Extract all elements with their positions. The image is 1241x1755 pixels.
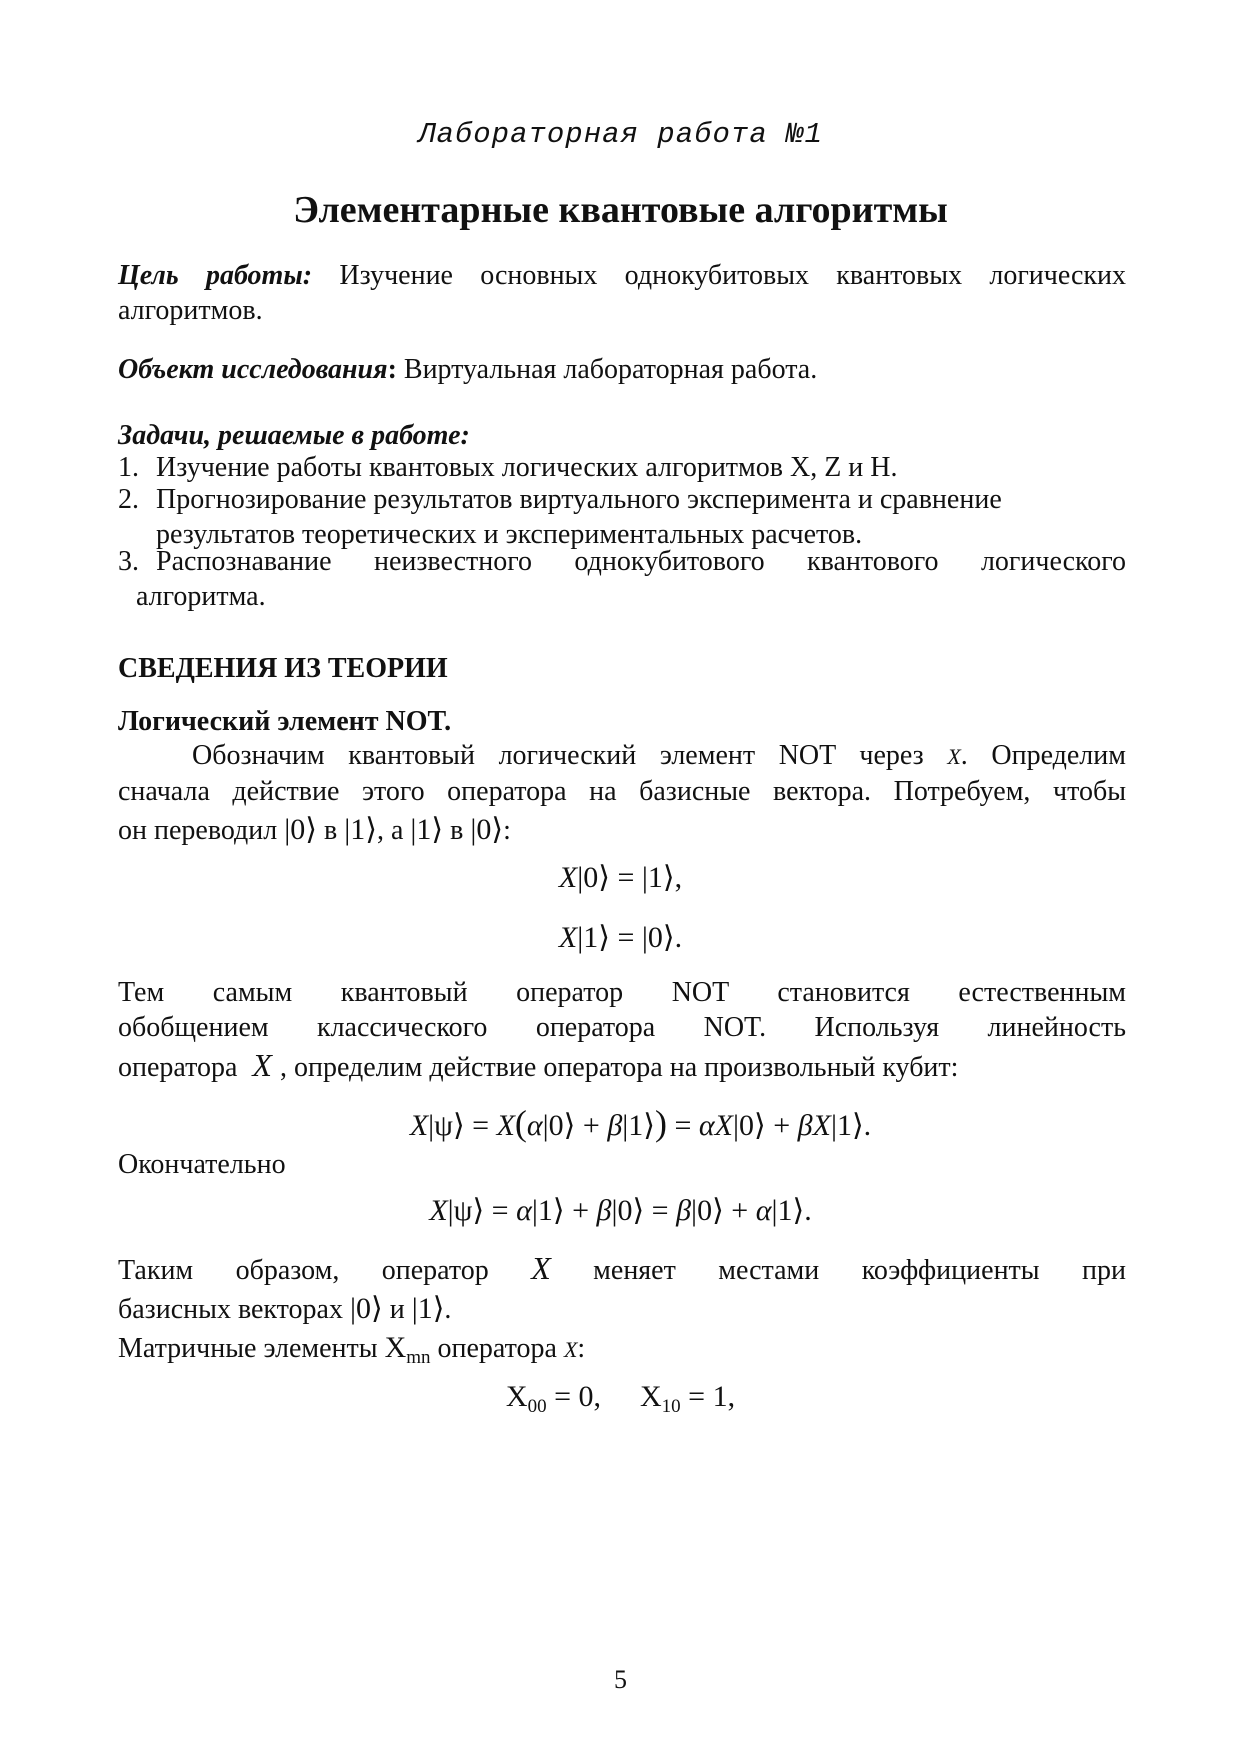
object-colon: : [387,354,397,385]
lab-number: Лабораторная работа №1 [418,118,823,151]
p3-line-2: базисных векторах | 0 ⟩ и | 1 ⟩ . [118,1291,1126,1327]
paragraph-swap [118,1251,1126,1327]
paragraph-matrix-elements: Матричные элементы $X_{mn}$ оператора X: [118,1331,586,1368]
section-heading: СВЕДЕНИЯ ИЗ ТЕОРИИ [118,653,448,684]
p3-line-1: Таким образом, оператор X меняет местами коэффициенты при [118,1250,1126,1286]
p1-line-1: Обозначим квантовый логический элемент NOT через X. Определим [192,740,1126,771]
paragraph-not-generalization [118,975,1126,1085]
goal-text-continued: алгоритмов. [118,295,263,326]
goal-paragraph [118,258,1126,328]
task-text: Распознавание неизвестного однокубитового квантового логического [156,546,1126,577]
task-item-1 [118,450,1126,485]
equation-x-1: X| 1 ⟩ = | 0 ⟩ . [0,920,1241,955]
task-number: 2. [118,484,139,515]
goal-label: Цель работы: [118,260,313,291]
page-number: 5 [614,1665,627,1694]
task-number: 1. [118,452,139,483]
task-item-2 [118,482,1126,552]
page-title: Элементарные квантовые алгоритмы [293,189,948,231]
object-paragraph [118,352,1126,387]
equation-x-psi-result: X| ψ ⟩ = α| 1 ⟩ + β| 0 ⟩ = β| 0 ⟩ + α| 1 ⟩ . [0,1193,1241,1228]
goal-text: Изучение основных однокубитовых квантовых логических [339,260,1127,291]
finally-label: Окончательно [118,1149,286,1180]
paragraph-not-definition [118,738,1126,848]
subsection-heading: Логический элемент NOT. [118,706,452,737]
p2-line-2: обобщением классического оператора NOT. Используя линейность [118,1012,1126,1043]
p1-line-3: он переводил | 0 ⟩ в | 1 ⟩ , а | 1 ⟩ в | 0 ⟩ : [118,812,1126,848]
tasks-label: Задачи, решаемые в работе: [118,420,470,451]
equation-x-psi-expand: X| ψ ⟩ = X(α| 0 ⟩ + β| 1 ⟩ ) = αX| 0 ⟩ + βX| 1 ⟩ . [0,1102,1241,1144]
p2-line-3: оператора X , определим действие оператора на произвольный кубит: [118,1047,959,1083]
task-text: Прогнозирование результатов виртуального эксперимента и сравнение [156,484,1002,515]
p1-line-2: сначала действие этого оператора на базисные вектора. Потребуем, чтобы [118,776,1126,807]
task-number: 3. [118,546,139,577]
task-item-3 [118,544,1126,614]
object-text: Виртуальная лабораторная работа. [403,354,818,385]
object-label: Объект исследования [118,354,388,385]
equation-matrix-elements: $X_{00} = 0$, $X_{10} = 1$, [505,1380,736,1417]
task-text-continued: алгоритма. [136,581,266,612]
goal-line-1 [118,258,1126,293]
equation-x-0: X| 0 ⟩ = | 1 ⟩ , [0,860,1241,895]
task-text-continued: результатов теоретических и экспериментальных расчетов. [156,519,863,550]
p2-line-1: Тем самым квантовый оператор NOT становится естественным [118,977,1126,1008]
task-text: Изучение работы квантовых логических алгоритмов X, Z и H. [156,452,898,483]
